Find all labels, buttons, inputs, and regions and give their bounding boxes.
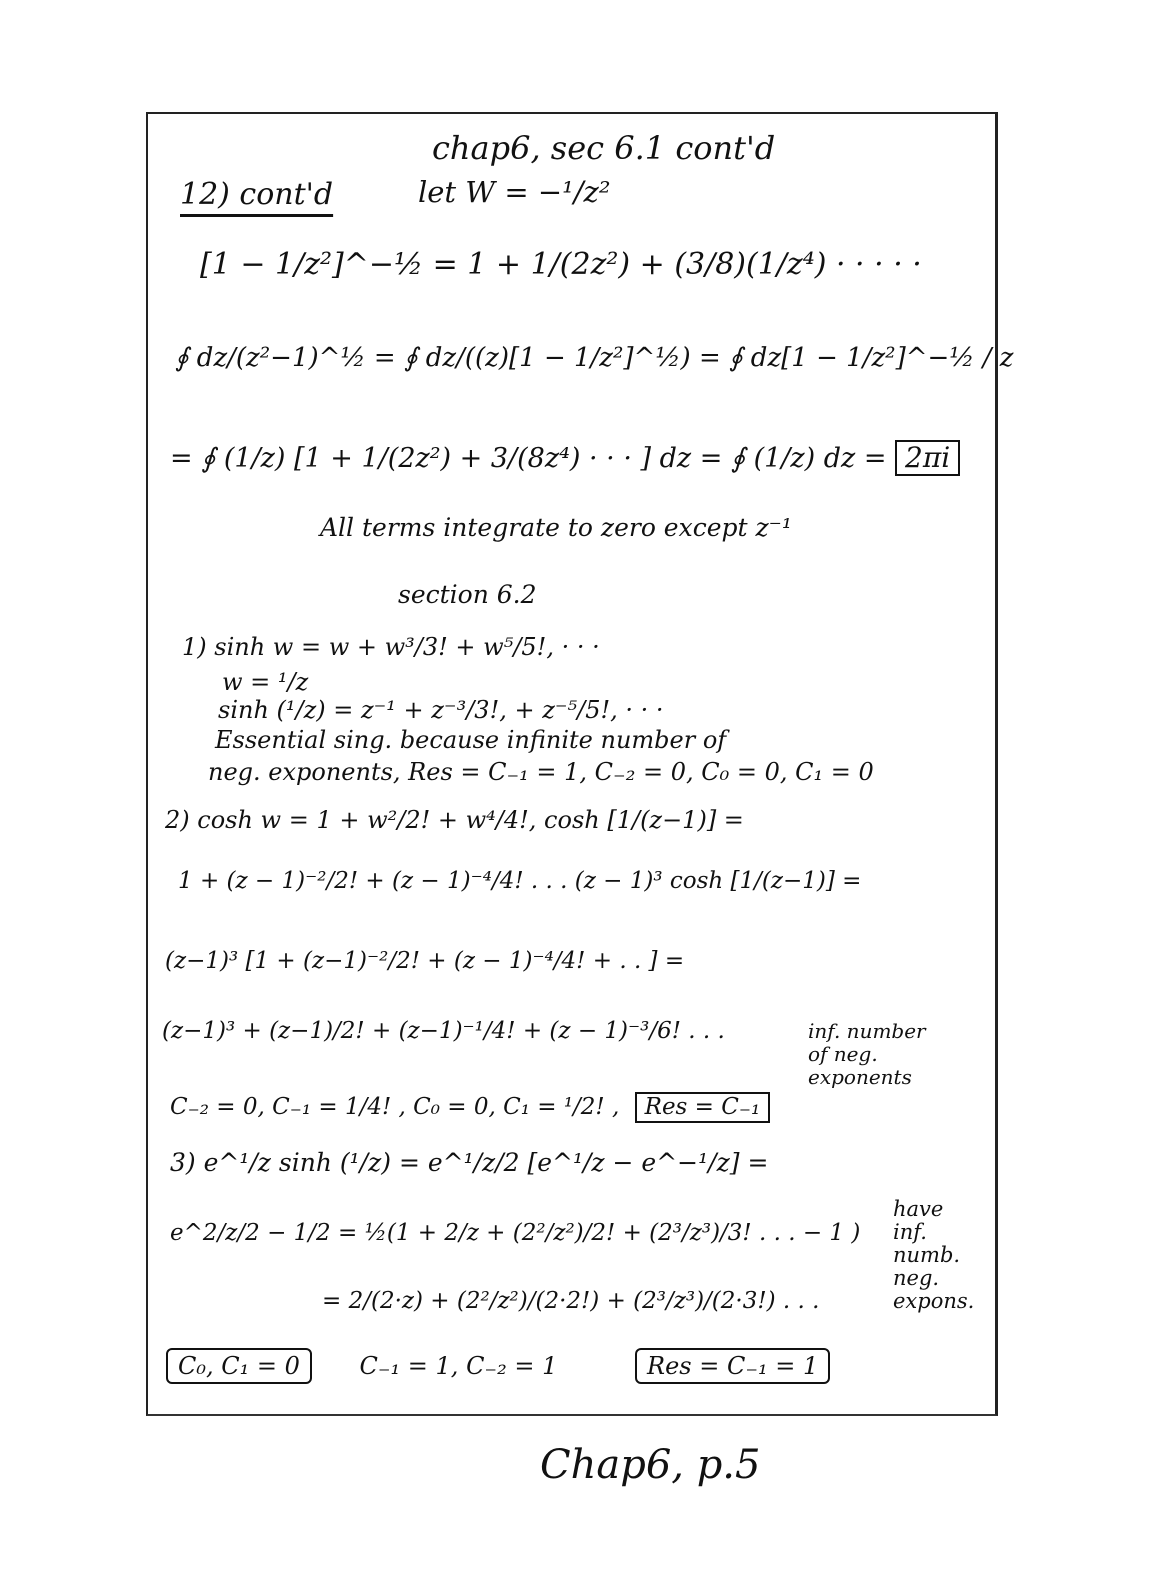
problem-1-line-2: w = ¹/z	[222, 668, 309, 696]
problem-1-line-4: Essential sing. because infinite number of	[215, 726, 727, 754]
section-6-2-title: section 6.2	[398, 580, 537, 609]
integral-line-1: ∮ dz/(z²−1)^½ = ∮ dz/((z)[1 − 1/z²]^½) = ∮ dz[1 − 1/z²]^−½ / z	[175, 343, 1014, 373]
problem-1-line-3: sinh (¹/z) = z⁻¹ + z⁻³/3!, + z⁻⁵/5!, · · ·	[218, 696, 664, 724]
problem-12-label: 12) cont'd	[180, 177, 334, 212]
problem-2-line-1: 2) cosh w = 1 + w²/2! + w⁴/4!, cosh [1/(z−1)] =	[165, 806, 744, 834]
zero-terms-note: All terms integrate to zero except z⁻¹	[320, 513, 792, 542]
integral-line-2	[170, 440, 960, 476]
problem-3-line-1: 3) e^¹/z sinh (¹/z) = e^¹/z/2 [e^¹/z − e^−¹/z] =	[170, 1148, 769, 1177]
problem-3-side-note: have inf. numb. neg. expons.	[893, 1197, 975, 1314]
problem-3-final-line	[166, 1348, 830, 1384]
problem-2-line-3: (z−1)³ [1 + (z−1)⁻²/2! + (z − 1)⁻⁴/4! + . . ] =	[165, 948, 685, 974]
page-header: chap6, sec 6.1 cont'd	[432, 129, 776, 167]
problem-3-coefficient-box: C₀, C₁ = 0	[166, 1348, 312, 1384]
integral-line-2-text: = ∮ (1/z) [1 + 1/(2z²) + 3/(8z⁴) · · · ] dz = ∮ (1/z) dz =	[170, 443, 887, 474]
expansion-line: [1 − 1/z²]^−½ = 1 + 1/(2z²) + (3/8)(1/z⁴) · · · · ·	[200, 247, 922, 282]
problem-2-line-2: 1 + (z − 1)⁻²/2! + (z − 1)⁻⁴/4! . . . (z − 1)³ cosh [1/(z−1)] =	[178, 868, 862, 894]
problem-1-line-5: neg. exponents, Res = C₋₁ = 1, C₋₂ = 0, C₀ = 0, C₁ = 0	[208, 758, 874, 786]
problem-2-line-5	[170, 1092, 770, 1123]
problem-3-line-2: e^2/z/2 − 1/2 = ½(1 + 2/z + (2²/z²)/2! + (2³/z³)/3! . . . − 1 )	[170, 1220, 861, 1246]
page-footer: Chap6, p.5	[540, 1442, 761, 1488]
problem-2-residue-box: Res = C₋₁	[635, 1092, 771, 1123]
problem-3-line-3: = 2/(2·z) + (2²/z²)/(2·2!) + (2³/z³)/(2·3!) . . .	[322, 1288, 820, 1314]
problem-2-side-note: inf. number of neg. exponents	[808, 1019, 926, 1089]
problem-2-coefficients: C₋₂ = 0, C₋₁ = 1/4! , C₀ = 0, C₁ = ¹/2! ,	[170, 1094, 620, 1120]
problem-2-line-4: (z−1)³ + (z−1)/2! + (z−1)⁻¹/4! + (z − 1)⁻³/6! . . .	[162, 1018, 725, 1044]
answer-box: 2πi	[895, 440, 960, 476]
problem-3-middle-text: C₋₁ = 1, C₋₂ = 1	[359, 1352, 558, 1380]
problem-1-line-1: 1) sinh w = w + w³/3! + w⁵/5!, · · ·	[182, 633, 600, 661]
substitution-text: let W = −¹/z²	[418, 175, 611, 209]
problem-3-residue-box: Res = C₋₁ = 1	[635, 1348, 830, 1384]
